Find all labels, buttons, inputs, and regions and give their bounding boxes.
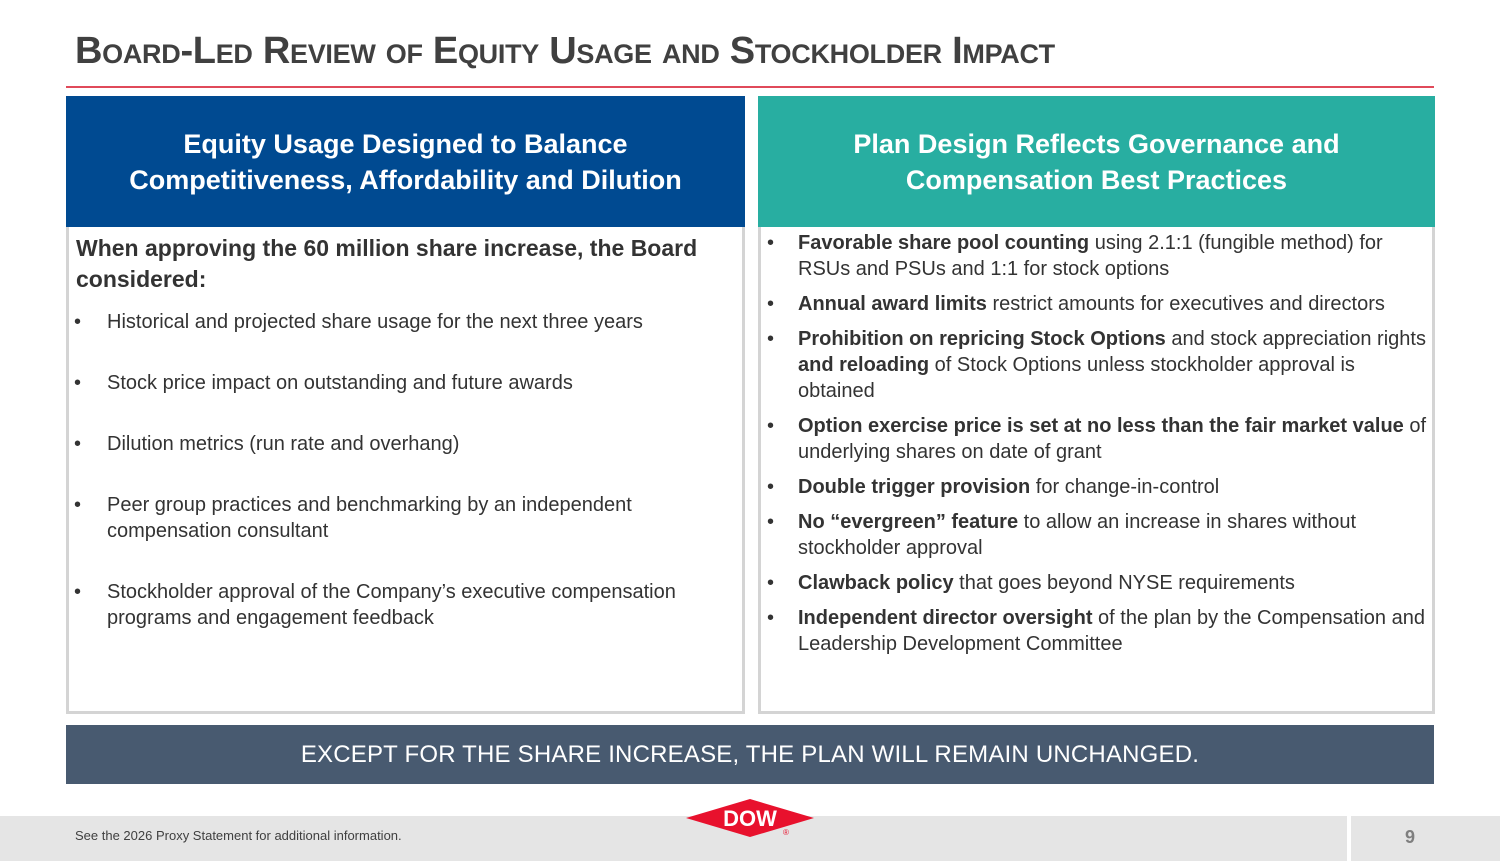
list-item-emphasis: Option exercise price is set at no less than the fair market value — [798, 415, 1404, 437]
logo-wordmark: DOW — [723, 806, 777, 831]
list-item-emphasis: Prohibition on repricing Stock Options — [798, 328, 1166, 350]
dow-diamond-logo-icon — [682, 795, 818, 841]
list-item — [74, 431, 742, 457]
list-item — [767, 230, 1432, 282]
footer-divider — [1347, 816, 1351, 861]
plan-design-header — [758, 96, 1435, 227]
list-item-text: for change-in-control — [1030, 476, 1220, 498]
page-title: Board-Led Review of Equity Usage and Stockholder Impact — [75, 30, 1055, 72]
plan-design-header-line2: Compensation Best Practices — [905, 164, 1288, 195]
list-item-text: that goes beyond NYSE requirements — [953, 572, 1295, 594]
list-item — [767, 413, 1432, 465]
list-item-text: Dilution metrics (run rate and overhang) — [107, 433, 460, 455]
board-considerations-list — [74, 309, 742, 631]
list-item-text: of underlying shares on date of grant — [798, 415, 1427, 463]
list-item — [74, 492, 742, 544]
list-item-text: using 2.1:1 (fungible method) for RSUs and PSUs and 1:1 for stock options — [798, 232, 1383, 280]
title-divider — [66, 86, 1434, 88]
bullet-icon: • — [74, 494, 82, 516]
list-item — [767, 291, 1432, 317]
bullet-icon: • — [767, 293, 775, 315]
list-item — [767, 570, 1432, 596]
footnote: See the 2026 Proxy Statement for additional information. — [75, 828, 402, 843]
bullet-icon: • — [74, 372, 82, 394]
equity-usage-panel — [66, 96, 745, 714]
registered-mark: ® — [783, 828, 789, 837]
list-item — [767, 326, 1432, 404]
list-item-emphasis: Independent director oversight — [798, 607, 1093, 629]
bullet-icon: • — [767, 415, 775, 437]
bullet-icon: • — [767, 511, 775, 533]
list-item-text: Peer group practices and benchmarking by an independent compensation consultant — [107, 494, 632, 542]
list-item-emphasis: Favorable share pool counting — [798, 232, 1090, 254]
list-item-text: Stockholder approval of the Company’s executive compensation programs and engagement feedback — [107, 581, 676, 629]
bullet-icon: • — [74, 581, 82, 603]
bullet-icon: • — [767, 572, 775, 594]
equity-usage-header-line2: Competitiveness, Affordability and Dilution — [129, 164, 682, 195]
best-practices-list — [767, 230, 1432, 657]
plan-design-panel — [758, 96, 1435, 714]
equity-usage-header — [66, 96, 745, 227]
list-item-text: and stock appreciation rights — [1165, 328, 1426, 350]
list-item — [74, 370, 742, 396]
bullet-icon: • — [767, 476, 775, 498]
equity-usage-header-line1: Equity Usage Designed to Balance — [183, 128, 628, 159]
bullet-icon: • — [767, 328, 775, 350]
list-item-emphasis: No “evergreen” feature — [798, 511, 1019, 533]
list-item — [767, 509, 1432, 561]
list-item-emphasis: Clawback policy — [798, 572, 954, 594]
bullet-icon: • — [74, 311, 82, 333]
list-item-text: restrict amounts for executives and directors — [986, 293, 1385, 315]
list-item — [767, 605, 1432, 657]
list-item-text: Stock price impact on outstanding and future awards — [107, 372, 573, 394]
list-item-emphasis: and reloading — [798, 354, 930, 376]
bullet-icon: • — [74, 433, 82, 455]
list-item — [767, 474, 1432, 500]
list-item — [74, 579, 742, 631]
plan-unchanged-banner: EXCEPT FOR THE SHARE INCREASE, THE PLAN WILL REMAIN UNCHANGED. — [66, 725, 1434, 784]
list-item-text: of Stock Options unless stockholder approval is obtained — [798, 354, 1355, 402]
board-considerations-intro: When approving the 60 million share increase, the Board considered: — [76, 235, 698, 292]
list-item-emphasis: Double trigger provision — [798, 476, 1031, 498]
list-item — [74, 309, 742, 335]
list-item-text: of the plan by the Compensation and Leadership Development Committee — [798, 607, 1425, 655]
bullet-icon: • — [767, 232, 775, 254]
plan-design-header-line1: Plan Design Reflects Governance and — [853, 128, 1340, 159]
page-number: 9 — [1404, 827, 1415, 847]
list-item-text: to allow an increase in shares without stockholder approval — [798, 511, 1357, 559]
list-item-emphasis: Annual award limits — [798, 293, 987, 315]
list-item-text: Historical and projected share usage for the next three years — [107, 311, 643, 333]
bullet-icon: • — [767, 607, 775, 629]
